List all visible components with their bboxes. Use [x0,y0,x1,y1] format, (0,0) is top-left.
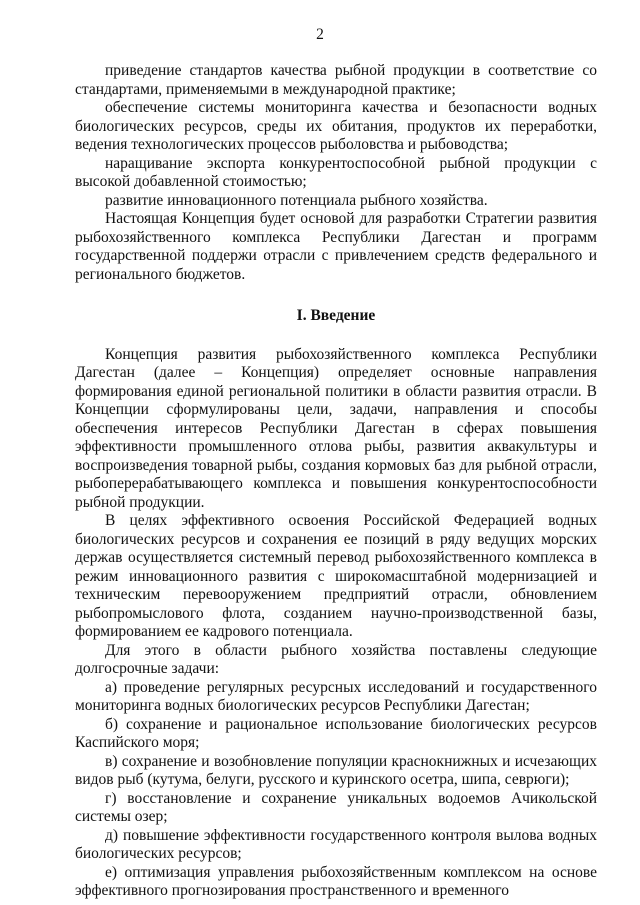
paragraph: наращивание экспорта конкурентоспособной рыбной продукции с высокой добавленной стоимостью; [75,154,597,190]
document-body [75,62,597,901]
list-item: в) сохранение и возобновление популяции краснокнижных и исчезающих видов рыб (кутума, белуги, русского и куринского осетра, шипа, севрюги); [75,752,597,788]
paragraph: приведение стандартов качества рыбной продукции в соответствие со стандартами, применяемыми в международной практике; [75,62,597,98]
list-item: е) оптимизация управления рыбохозяйственным комплексом на основе эффективного прогнозирования пространственного и временного [75,863,597,899]
list-item: б) сохранение и рациональное использование биологических ресурсов Каспийского моря; [75,715,597,751]
paragraph: Концепция развития рыбохозяйственного комплекса Республики Дагестан (далее – Концепция) определяет основные направления формирования единой региональной политики в области развития отрасли. В Концепции сформулированы цели, задачи, направления и способы обеспечения интересов Республики Дагестан в сферах повышения эффективности промышленного отлова рыбы, развития аквакультуры и воспроизведения товарной рыбы, создания кормовых баз для рыбной отрасли, рыбоперерабатывающего комплекса и повышения конкурентоспособности рыбной продукции. [75,345,597,511]
list-item: г) восстановление и сохранение уникальных водоемов Ачикольской системы озер; [75,789,597,825]
paragraph: обеспечение системы мониторинга качества и безопасности водных биологических ресурсов, среды их обитания, продуктов их переработки, ведения технологических процессов рыболовства и рыбоводства; [75,99,597,153]
page-number: 2 [316,26,324,43]
list-item: д) повышение эффективности государственного контроля вылова водных биологических ресурсов; [75,826,597,862]
paragraph: развитие инновационного потенциала рыбного хозяйства. [105,191,488,209]
section-heading: I. Введение [296,307,376,324]
paragraph: В целях эффективного освоения Российской Федерацией водных биологических ресурсов и сохранения ее позиций в ряду ведущих морских держав осуществляется системный перевод рыбохозяйственного комплекса в режим инновационного развития с широкомасштабной модернизацией и техническим перевооружением предприятий отрасли, обновлением рыбопромыслового флота, созданием научно-производственной базы, формированием ее кадрового потенциала. [75,512,597,640]
paragraph: Для этого в области рыбного хозяйства поставлены следующие долгосрочные задачи: [75,641,597,677]
list-item: а) проведение регулярных ресурсных исследований и государственного мониторинга водных биологических ресурсов Республики Дагестан; [75,678,597,714]
paragraph: Настоящая Концепция будет основой для разработки Стратегии развития рыбохозяйственного комплекса Республики Дагестан и программ государственной поддержи отрасли с привлечением средств федерального и регионального бюджетов. [75,210,597,283]
